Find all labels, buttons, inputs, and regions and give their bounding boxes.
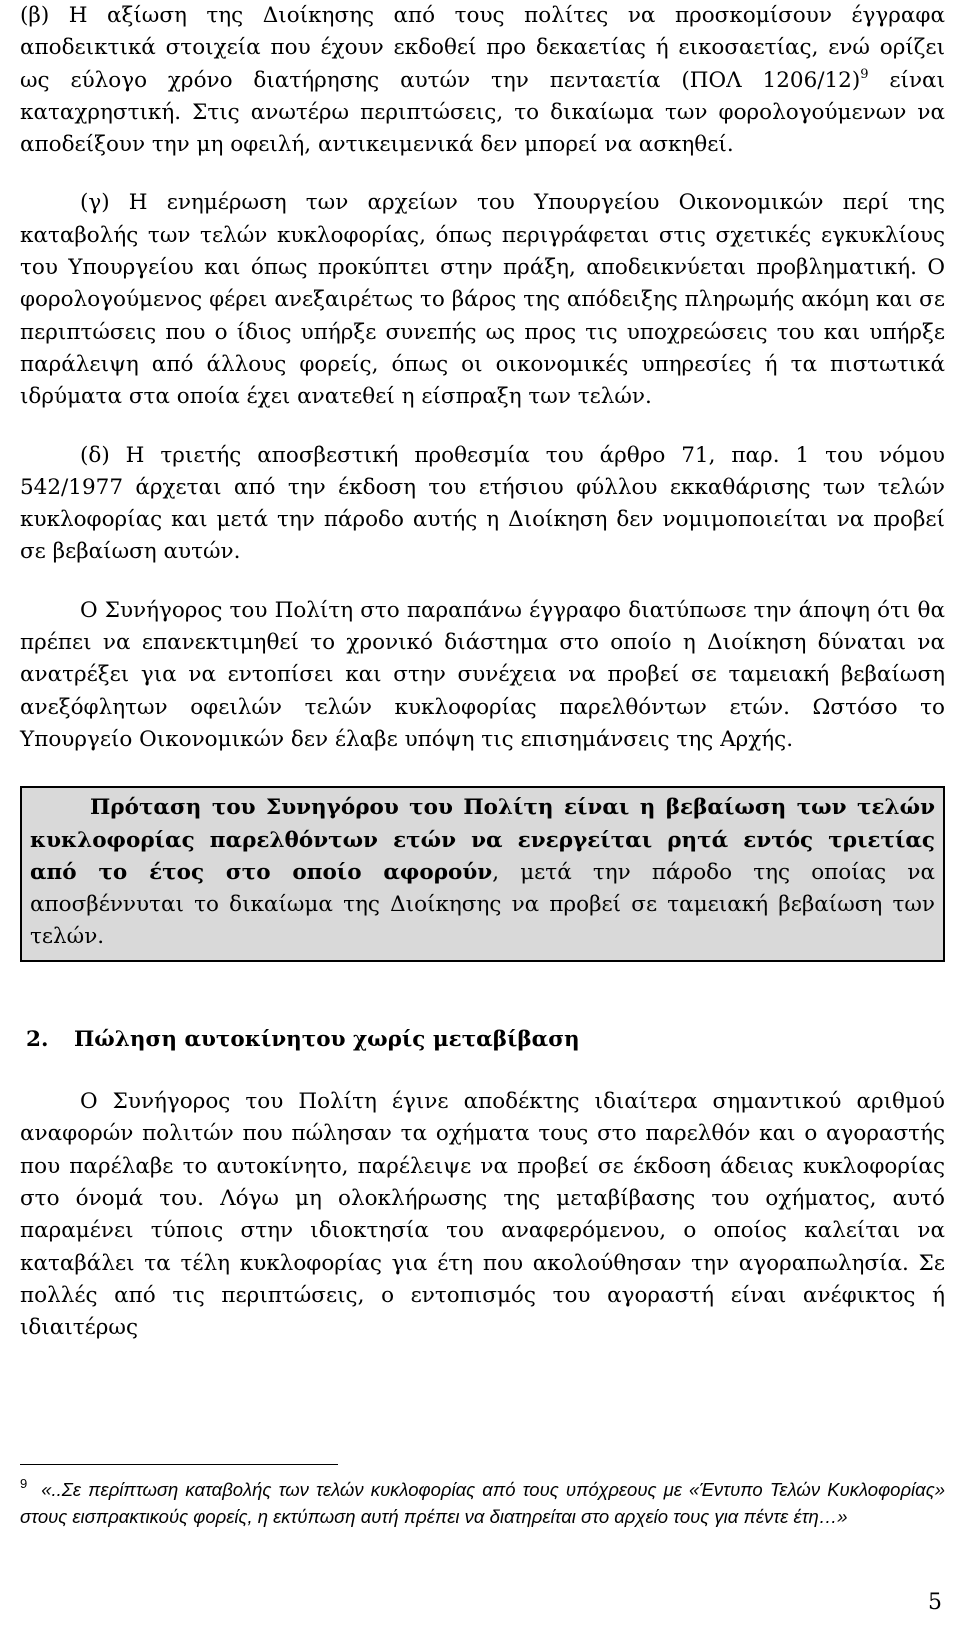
- paragraph-ombudsman-opinion: Ο Συνήγορος του Πολίτη στο παραπάνω έγγραφο διατύπωσε την άποψη ότι θα πρέπει να επανεκτιμηθεί το χρονικό διάστημα στο οποίο η Διοίκηση δύναται να ανατρέξει για να εντοπίσει και στην συνέχεια να προβεί σε ταμειακή βεβαίωση ανεξόφλητων οφειλών τελών κυκλοφορίας παρελθόντων ετών. Ωστόσο το Υπουργείο Οικονομικών δεν έλαβε υπόψη τις επισημάνσεις της Αρχής.: [20, 597, 945, 752]
- footnote-separator: [20, 1464, 338, 1465]
- proposal-highlight-box: [20, 786, 945, 961]
- spacer: [20, 569, 945, 595]
- spacer: [20, 1056, 945, 1086]
- document-body: [20, 0, 945, 1344]
- footnote: [20, 1470, 945, 1530]
- paragraph-beta-text-end: είναι καταχρηστική. Στις ανωτέρω περιπτώσεις, το δικαίωμα των φορολογούμενων να αποδείξουν την μη οφειλή, αντικειμενικά δεν μπορεί να ασκηθεί.: [20, 67, 945, 158]
- paragraph-gamma: (γ) Η ενημέρωση των αρχείων του Υπουργείου Οικονομικών περί της καταβολής των τελών κυκλοφορίας, όπως περιγράφεται στις σχετικές εγκυκλίους του Υπουργείου και όπως προκύπτει στην πράξη, αποδεικνύεται προβληματική. Ο φορολογούμενος φέρει ανεξαιρέτως το βάρος της απόδειξης πληρωμής ακόμη και σε περιπτώσεις που ο ίδιος υπήρξε συνεπής ως προς τις υποχρεώσεις του και υπήρξε παράλειψη από άλλους φορείς, όπως οι οικονομικές υπηρεσίες ή τα πιστωτικά ιδρύματα στα οποία έχει ανατεθεί η είσπραξη των τελών.: [20, 190, 945, 410]
- footnote-reference[interactable]: 9: [860, 66, 869, 82]
- paragraph-beta: [20, 0, 945, 161]
- section-heading: [26, 1024, 945, 1056]
- footnote-text: «..Σε περίπτωση καταβολής των τελών κυκλοφορίας από τους υπόχρεους με «Έντυπο Τελών Κυκλοφορίας» στους εισπρακτικούς φορείς, η εκτύπωση αυτή πρέπει να διατηρείται στο αρχείο τους για πέντε έτη…»: [20, 1479, 945, 1527]
- footnote-number: 9: [20, 1476, 28, 1491]
- proposal-rest-text: , μετά την πάροδο της οποίας να αποσβέννυται το δικαίωμα της Διοίκησης να προβεί σε ταμειακή βεβαίωση των τελών.: [30, 859, 935, 950]
- page-number: 5: [928, 1590, 942, 1615]
- section-title: Πώληση αυτοκίνητου χωρίς μεταβίβαση: [74, 1026, 580, 1052]
- paragraph-section-2: Ο Συνήγορος του Πολίτη έγινε αποδέκτης ιδιαίτερα σημαντικού αριθμού αναφορών πολιτών που πώλησαν τα οχήματα τους στο παρελθόν και ο αγοραστής που παρέλαβε το αυτοκίνητο, παρέλειψε να προβεί σε έκδοση άδειας κυκλοφορίας στο όνομά του. Λόγω μη ολοκλήρωσης της μεταβίβασης του οχήματος, αυτό παραμένει τύποις στην ιδιοκτησία του αναφερόμενου, ο οποίος καλείται να καταβάλει τα τέλη κυκλοφορίας για έτη που ακολούθησαν την αγοραπωλησία. Σε πολλές από τις περιπτώσεις, ο εντοπισμός του αγοραστή είναι ανέφικτος ή ιδιαιτέρως: [20, 1089, 945, 1341]
- paragraph-beta-text-start: (β) Η αξίωση της Διοίκησης από τους πολίτες να προσκομίσουν έγγραφα αποδεικτικά στοιχεία που έχουν εκδοθεί προ δεκαετίας ή εικοσαετίας, ενώ ορίζει ως εύλογο χρόνο διατήρησης αυτών την πενταετία (ΠΟΛ 1206/12): [20, 3, 945, 93]
- spacer: [20, 414, 945, 440]
- proposal-bold-text: Πρόταση του Συνηγόρου του Πολίτη είναι η βεβαίωση των τελών κυκλοφορίας παρελθόντων ετών να ενεργείται ρητά εντός τριετίας από το έτος στο οποίο αφορούν: [30, 795, 935, 885]
- spacer: [20, 161, 945, 187]
- paragraph-delta: (δ) Η τριετής αποσβεστική προθεσμία του άρθρο 71, παρ. 1 του νόμου 542/1977 άρχεται από την έκδοση του ετήσιου φύλλου εκκαθάρισης των τελών κυκλοφορίας και μετά την πάροδο αυτής η Διοίκηση δεν νομιμοποιείται να προβεί σε βεβαίωση αυτών.: [20, 442, 945, 565]
- section-number: 2.: [26, 1026, 49, 1052]
